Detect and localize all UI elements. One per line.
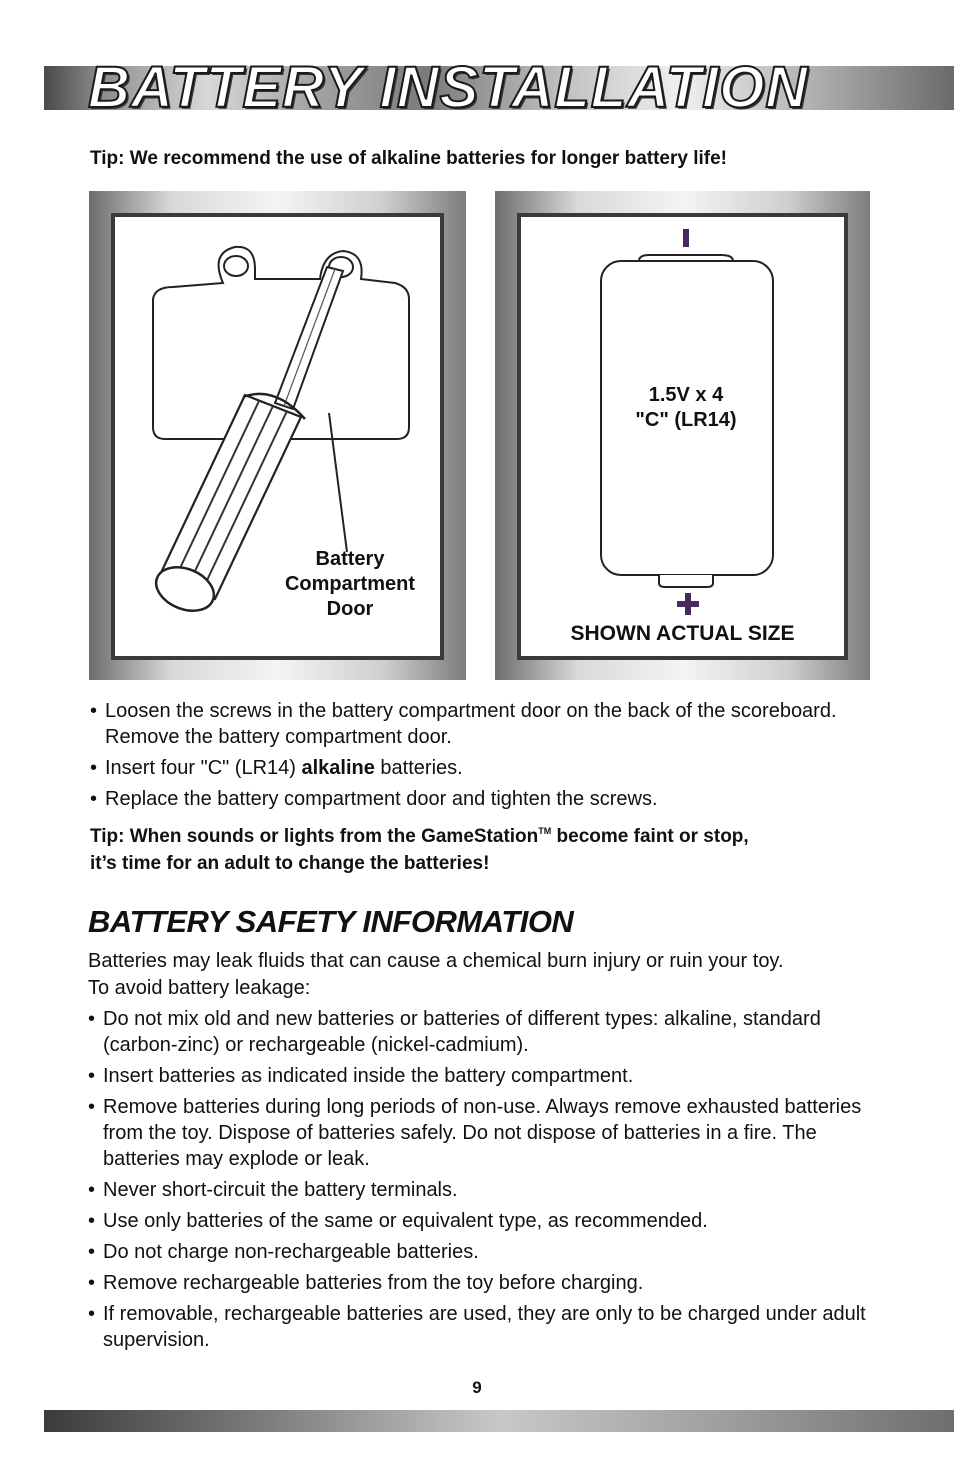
battery-type: "C" (LR14) (635, 409, 737, 431)
list-item (90, 755, 870, 781)
battery-voltage: 1.5V x 4 (648, 384, 724, 406)
step-text: batteries. (374, 757, 463, 779)
negative-terminal-icon (683, 229, 689, 247)
list-item: • Do not mix old and new batteries or batteries of different types: alkaline, standard (carbon-zinc) or rechargeable (nickel-cadmium). (88, 1006, 878, 1058)
section-title: BATTERY SAFETY INFORMATION (88, 904, 574, 939)
tip-line1 (90, 818, 870, 850)
list-item: • Insert batteries as indicated inside the battery compartment. (88, 1063, 878, 1089)
figure-frame (111, 213, 444, 660)
intro-line2: To avoid battery leakage: (88, 977, 311, 999)
intro-line1: Batteries may leak fluids that can cause a chemical burn injury or ruin your toy. (88, 950, 784, 972)
actual-size-caption: SHOWN ACTUAL SIZE (570, 622, 795, 645)
page-number: 9 (472, 1378, 482, 1397)
screw-hole-left (224, 256, 248, 276)
battery-spec-label (591, 383, 781, 433)
tip-replace-batteries (90, 818, 870, 877)
door-label (275, 547, 425, 622)
step-text: Insert four "C" (LR14) (105, 757, 302, 779)
tip-text: become faint or stop, (551, 826, 749, 847)
step-emphasis: alkaline (301, 757, 375, 779)
list-item: • Replace the battery compartment door and tighten the screws. (90, 786, 870, 812)
figure-frame (517, 213, 848, 660)
door-label-line3: Door (326, 598, 374, 620)
list-item: • Use only batteries of the same or equivalent type, as recommended. (88, 1208, 878, 1234)
safety-list (88, 1006, 878, 1358)
door-label-line1: Battery (315, 548, 385, 570)
positive-terminal-icon (677, 593, 699, 615)
list-item: • Loosen the screws in the battery compartment door on the back of the scoreboard. Remove the battery compartment door. (90, 698, 870, 750)
list-item: • Remove rechargeable batteries from the toy before charging. (88, 1270, 878, 1296)
figure-compartment-door (89, 191, 466, 680)
battery-bottom-cap (659, 575, 713, 587)
figure-battery-actual-size (495, 191, 870, 680)
trademark: TM (538, 826, 552, 836)
footer-bar (44, 1410, 954, 1432)
tip-text: Tip: When sounds or lights from the GameStation (90, 826, 539, 847)
tip-line2: it’s time for an adult to change the batteries! (90, 853, 490, 874)
list-item: • Remove batteries during long periods of non-use. Always remove exhausted batteries from the toy. Dispose of batteries safely. Do not dispose of batteries in a fire. The batteries may explode or leak. (88, 1094, 878, 1172)
c-battery-illustration (521, 217, 844, 660)
safety-intro (88, 948, 868, 1002)
install-steps-list (90, 698, 870, 817)
door-label-line2: Compartment (284, 573, 415, 595)
tip-alkaline: Tip: We recommend the use of alkaline batteries for longer battery life! (90, 148, 728, 169)
page-title: BATTERY INSTALLATION (88, 55, 809, 120)
list-item: • If removable, rechargeable batteries are used, they are only to be charged under adult supervision. (88, 1301, 878, 1353)
list-item: • Do not charge non-rechargeable batteries. (88, 1239, 878, 1265)
list-item: • Never short-circuit the battery terminals. (88, 1177, 878, 1203)
